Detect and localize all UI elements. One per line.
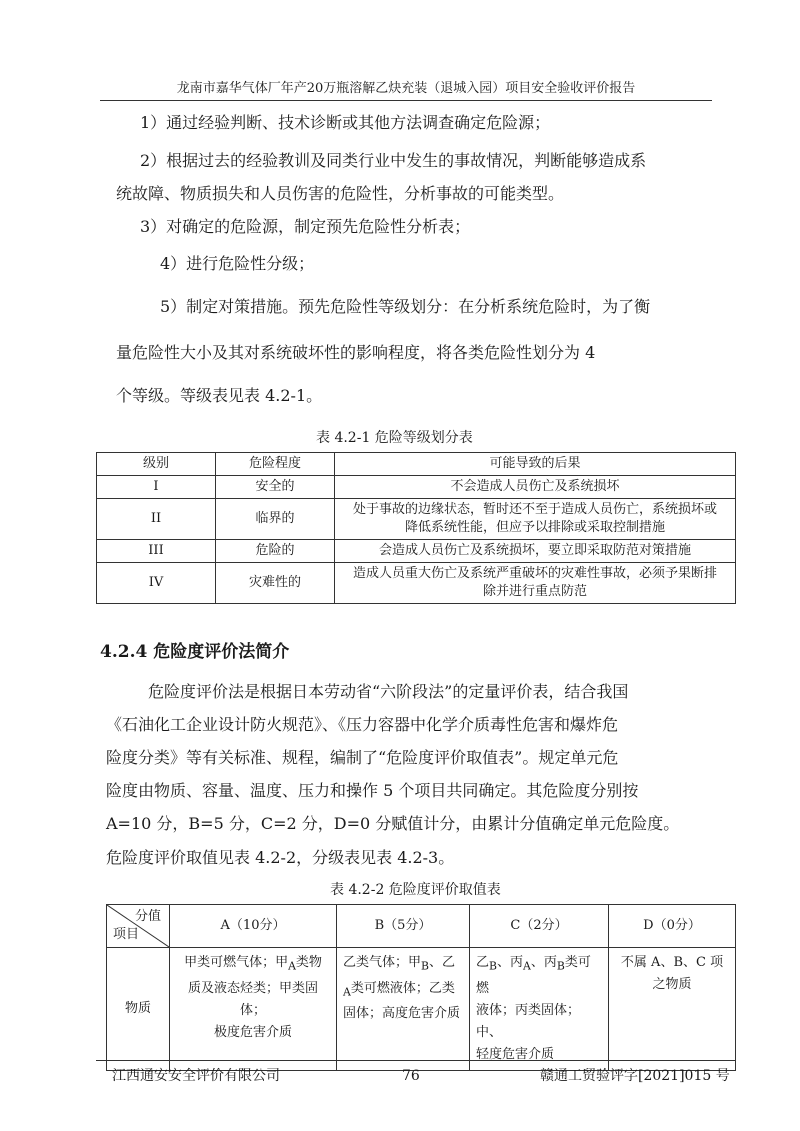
cell-text: 、丙: [530, 955, 557, 970]
degree-cell: 安全的: [216, 476, 335, 499]
step-4: 4）进行危险性分级；: [160, 254, 315, 273]
cell-text: 之物质: [652, 977, 692, 992]
level-cell: I: [97, 476, 216, 499]
score-a-cell: [170, 948, 337, 1071]
cell-text: 甲类可燃气体；甲: [184, 955, 289, 970]
consequence-cell: [335, 476, 736, 499]
degree-cell: 危险的: [216, 540, 335, 563]
cell-text: 质及液态烃类；甲类固体；: [187, 980, 318, 1018]
table-header-row: [107, 905, 736, 948]
step-1: 1）通过经验判断、技术诊断或其他方法调查确定危险源；: [140, 113, 551, 132]
footer-company: 江西通安安全评价有限公司: [112, 1068, 280, 1084]
table-row: [97, 476, 736, 499]
step-5-cont-2: 个等级。等级表见表 4.2-1。: [116, 386, 323, 405]
table-row: [97, 540, 736, 563]
cell-text: 固体；高度危害介质: [343, 1006, 461, 1022]
footer-rule: [96, 1060, 736, 1061]
table2-caption: 表 4.2-2 危险度评价取值表: [330, 882, 501, 898]
cell-subscript: A: [288, 959, 296, 973]
risk-level-table: [96, 452, 736, 604]
consequence-cell: [335, 499, 736, 540]
cell-text: 、乙: [428, 955, 455, 970]
column-header-level: 级别: [97, 453, 216, 476]
table1-caption: 表 4.2-1 危险等级划分表: [316, 430, 473, 446]
table-header-row: [97, 453, 736, 476]
degree-cell: 灾难性的: [216, 563, 335, 604]
cell-text: 乙: [476, 955, 490, 970]
cell-text: 类物: [295, 955, 322, 970]
score-d-cell: [609, 948, 736, 1071]
cell-text: 极度危害介质: [213, 1024, 292, 1040]
step-5-cont-1: 量危险性大小及其对系统破坏性的影响程度，将各类危险性划分为 4: [116, 343, 596, 362]
degree-cell: 临界的: [216, 499, 335, 540]
intro-line-3: 险度分类》等有关标准、规程，编制了“危险度评价取值表”。规定单元危: [106, 748, 619, 767]
cell-text: 液体；丙类固体；中、: [476, 1002, 581, 1040]
table-row: [97, 563, 736, 604]
column-header-b: B（5分）: [337, 905, 470, 948]
level-cell: II: [97, 499, 216, 540]
cell-text: 类可燃: [476, 955, 591, 996]
row-label-substance: 物质: [107, 948, 170, 1071]
consequence-line: 造成人员重大伤亡及系统严重破坏的灾难性事故，必须予果断排: [352, 566, 717, 581]
intro-line-6: 危险度评价取值见表 4.2-2，分级表见表 4.2-3。: [106, 848, 455, 867]
table-row: [97, 499, 736, 540]
consequence-cell: [335, 563, 736, 604]
step-3: 3）对确定的危险源，制定预先危险性分析表；: [140, 217, 471, 236]
risk-score-table: [106, 904, 736, 1071]
cell-text: 类可燃液体；乙类: [350, 980, 455, 996]
table-row: [107, 948, 736, 1071]
consequence-line: 会造成人员伤亡及系统损坏，要立即采取防范对策措施: [378, 543, 691, 558]
cell-text: 、丙: [496, 955, 523, 970]
cell-subscript: B: [556, 959, 565, 973]
consequence-line: 处于事故的边缘状态，暂时还不至于造成人员伤亡，系统损坏或: [352, 502, 717, 517]
cell-subscript: B: [421, 959, 429, 973]
footer-doc-number: 赣通工贸验评字[2021]015 号: [540, 1068, 730, 1084]
cell-subscript: A: [523, 959, 531, 973]
step-2-cont: 统故障、物质损失和人员伤害的危险性，分析事故的可能类型。: [116, 184, 565, 203]
corner-header-cell: [107, 905, 170, 948]
section-heading: 4.2.4 危险度评价法简介: [100, 642, 290, 662]
cell-text: 不属 A、B、C 项: [620, 955, 724, 970]
intro-line-5: A=10 分，B=5 分，C=2 分，D=0 分赋值计分，由累计分值确定单元危险度。: [106, 814, 680, 833]
score-c-cell: [470, 948, 609, 1071]
column-header-consequence: 可能导致的后果: [335, 453, 736, 476]
intro-line-4: 险度由物质、容量、温度、压力和操作 5 个项目共同确定。其危险度分别按: [106, 781, 639, 800]
consequence-cell: [335, 540, 736, 563]
consequence-line: 不会造成人员伤亡及系统损坏: [450, 479, 620, 494]
cell-text: 乙类气体；甲: [343, 955, 422, 970]
level-cell: III: [97, 540, 216, 563]
intro-line-1: 危险度评价法是根据日本劳动省“六阶段法”的定量评价表，结合我国: [148, 682, 629, 701]
score-b-cell: [337, 948, 470, 1071]
page-number: 76: [402, 1068, 420, 1084]
column-header-d: D（0分）: [609, 905, 736, 948]
cell-subscript: A: [343, 985, 351, 999]
corner-label-item: 项目: [113, 927, 140, 942]
corner-label-score: 分值: [134, 909, 161, 924]
column-header-c: C（2分）: [470, 905, 609, 948]
step-2: 2）根据过去的经验教训及同类行业中发生的事故情况，判断能够造成系: [140, 151, 647, 170]
cell-subscript: B: [489, 959, 497, 973]
level-cell: IV: [97, 563, 216, 604]
cell-text: 轻度危害介质: [476, 1046, 555, 1062]
step-5: 5）制定对策措施。预先危险性等级划分：在分析系统危险时，为了衡: [160, 297, 651, 316]
consequence-line: 除并进行重点防范: [482, 584, 587, 599]
intro-line-2: 《石油化工企业设计防火规范》、《压力容器中化学介质毒性危害和爆炸危: [106, 715, 619, 734]
page-header: 龙南市嘉华气体厂年产20万瓶溶解乙炔充装（退城入园）项目安全验收评价报告: [100, 78, 712, 101]
column-header-a: A（10分）: [170, 905, 337, 948]
column-header-degree: 危险程度: [216, 453, 335, 476]
consequence-line: 降低系统性能，但应予以排除或采取控制措施: [404, 520, 665, 535]
